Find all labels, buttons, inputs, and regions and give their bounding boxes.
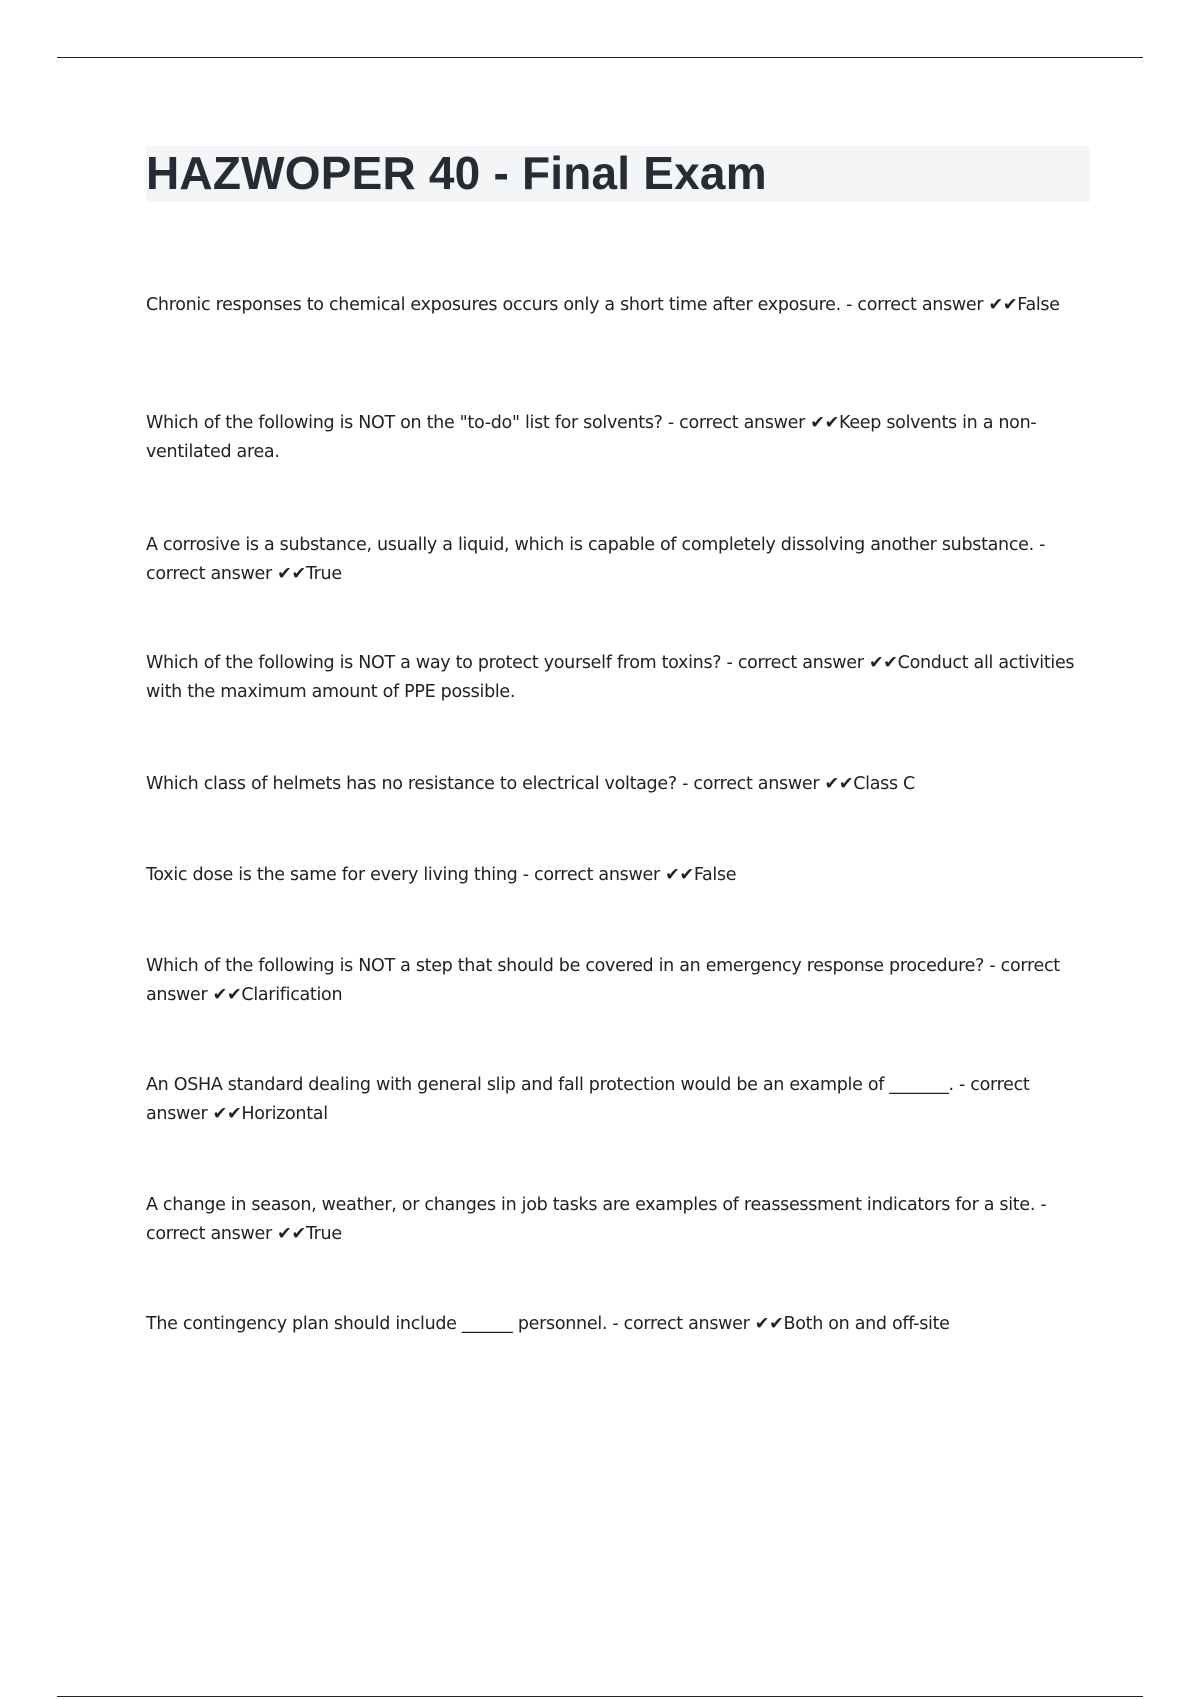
answer-text: False bbox=[1017, 295, 1060, 315]
bottom-rule bbox=[57, 1696, 1143, 1697]
question-text: Toxic dose is the same for every living thing bbox=[146, 865, 518, 885]
check-marks-icon: ✔✔ bbox=[665, 865, 694, 885]
answer-text: False bbox=[693, 865, 737, 885]
question-text: Which of the following is NOT a step that should be covered in an emergency response procedure? bbox=[146, 956, 985, 976]
answer-separator: - correct answer bbox=[517, 865, 666, 885]
question-text: Which of the following is NOT on the "to-do" list for solvents? bbox=[146, 413, 663, 433]
top-rule bbox=[57, 57, 1143, 58]
check-marks-icon: ✔✔ bbox=[212, 1104, 242, 1124]
check-marks-icon: ✔✔ bbox=[277, 1224, 306, 1244]
check-marks-icon: ✔✔ bbox=[277, 564, 306, 584]
qa-item bbox=[146, 649, 1096, 707]
question-text: An OSHA standard dealing with general slip and fall protection would be an example of _______. bbox=[146, 1075, 954, 1095]
answer-separator: - correct answer bbox=[146, 1195, 1047, 1244]
answer-text: True bbox=[305, 1224, 342, 1244]
answer-separator: - correct answer bbox=[146, 1075, 1030, 1124]
answer-separator: - correct answer bbox=[721, 653, 869, 673]
qa-item bbox=[146, 861, 1096, 890]
answer-separator: - correct answer bbox=[662, 413, 811, 433]
question-text: The contingency plan should include ______ personnel. bbox=[146, 1314, 608, 1334]
check-marks-icon: ✔✔ bbox=[212, 985, 242, 1005]
answer-separator: - correct answer bbox=[676, 774, 825, 794]
question-text: Which of the following is NOT a way to protect yourself from toxins? bbox=[146, 653, 722, 673]
check-marks-icon: ✔✔ bbox=[754, 1314, 784, 1334]
check-marks-icon: ✔✔ bbox=[824, 774, 854, 794]
answer-separator: - correct answer bbox=[146, 535, 1046, 584]
answer-text: True bbox=[305, 564, 342, 584]
answer-text: Horizontal bbox=[241, 1104, 328, 1124]
answer-text: Conduct all activities with the maximum amount of PPE possible. bbox=[146, 653, 1075, 702]
qa-item bbox=[146, 291, 1096, 320]
answer-separator: - correct answer bbox=[840, 295, 989, 315]
question-text: Chronic responses to chemical exposures occurs only a short time after exposure. bbox=[146, 295, 841, 315]
qa-item bbox=[146, 409, 1096, 467]
qa-item bbox=[146, 1071, 1096, 1129]
qa-item bbox=[146, 952, 1096, 1010]
question-text: A change in season, weather, or changes in job tasks are examples of reassessment indicators for a site. bbox=[146, 1195, 1036, 1215]
qa-item bbox=[146, 531, 1096, 589]
answer-separator: - correct answer bbox=[146, 956, 1060, 1005]
check-marks-icon: ✔✔ bbox=[868, 653, 898, 673]
answer-text: Both on and off-site bbox=[783, 1314, 950, 1334]
qa-item bbox=[146, 1310, 1096, 1339]
answer-separator: - correct answer bbox=[607, 1314, 755, 1334]
check-marks-icon: ✔✔ bbox=[810, 413, 840, 433]
check-marks-icon: ✔✔ bbox=[988, 295, 1018, 315]
page-title: HAZWOPER 40 - Final Exam bbox=[146, 147, 767, 199]
answer-text: Keep solvents in a non-ventilated area. bbox=[146, 413, 1037, 462]
question-text: A corrosive is a substance, usually a liquid, which is capable of completely dissolving another substance. bbox=[146, 535, 1034, 555]
qa-item bbox=[146, 1191, 1096, 1249]
qa-item bbox=[146, 770, 1096, 799]
question-text: Which class of helmets has no resistance to electrical voltage? bbox=[146, 774, 677, 794]
answer-text: Clarification bbox=[241, 985, 343, 1005]
answer-text: Class C bbox=[853, 774, 915, 794]
